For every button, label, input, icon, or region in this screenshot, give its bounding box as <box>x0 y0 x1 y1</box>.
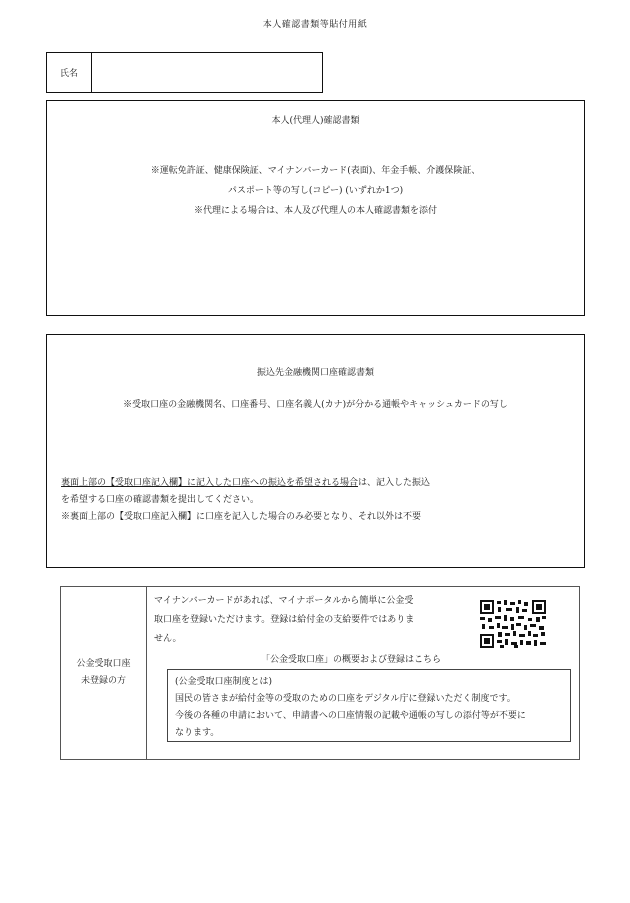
bank-documents-note1 <box>61 475 430 488</box>
definition-box <box>167 669 571 742</box>
registration-table <box>60 586 580 760</box>
id-documents-line3: ※代理による場合は、本人及び代理人の本人確認書類を添付 <box>193 206 437 216</box>
bank-documents-line1: ※受取口座の金融機関名、口座番号、口座名義人(カナ)が分かる通帳やキャッシュカードの写し <box>123 400 508 410</box>
registration-label-line1: 公金受取口座 <box>76 659 131 669</box>
id-documents-box <box>46 100 585 316</box>
name-field[interactable] <box>92 53 322 92</box>
registration-text1: マイナンバーカードがあれば、マイナポータルから簡単に公金受 <box>154 596 414 606</box>
bank-documents-note2: を希望する口座の確認書類を提出してください。 <box>61 495 260 505</box>
registration-text2: 取口座を登録いただけます。登録は給付金の支給要件ではありま <box>154 615 415 625</box>
name-label: 氏名 <box>47 53 92 92</box>
page-title: 本人確認書類等貼付用紙 <box>262 20 368 30</box>
id-documents-line2: パスポート等の写し(コピー) (いずれか1つ) <box>227 186 404 196</box>
id-documents-heading: 本人(代理人)確認書類 <box>271 116 360 126</box>
bank-documents-box <box>46 334 585 568</box>
qr-code-icon[interactable] <box>480 600 546 648</box>
registration-text3: せん。 <box>154 634 182 644</box>
definition-title: (公金受取口座制度とは) <box>175 677 273 687</box>
bank-documents-note3: ※裏面上部の【受取口座記入欄】に口座を記入した場合のみ必要となり、それ以外は不要 <box>61 512 422 522</box>
registration-label-cell <box>61 587 147 759</box>
definition-line1: 国民の皆さまが給付金等の受取のための口座をデジタル庁に登録いただく制度です。 <box>175 694 516 704</box>
bank-documents-heading: 振込先金融機関口座確認書類 <box>256 368 374 378</box>
registration-label-line2: 未登録の方 <box>80 676 126 686</box>
definition-line2: 今後の各種の申請において、申請書への口座情報の記載や通帳の写しの添付等が不要に <box>175 711 526 721</box>
registration-link[interactable]: 「公金受取口座」の概要および登録はこちら <box>261 655 442 665</box>
registration-content-cell <box>147 587 579 759</box>
id-documents-line1: ※運転免許証、健康保険証、マイナンバーカード(表面)、年金手帳、介護保険証、 <box>150 166 481 176</box>
name-box <box>46 52 323 93</box>
bank-documents-note1-underlined: 裏面上部の【受取口座記入欄】に記入した口座への振込を希望される場合 <box>61 478 359 488</box>
definition-line3: なります。 <box>175 728 220 738</box>
bank-documents-note1-rest: は、記入した振込 <box>358 478 431 488</box>
